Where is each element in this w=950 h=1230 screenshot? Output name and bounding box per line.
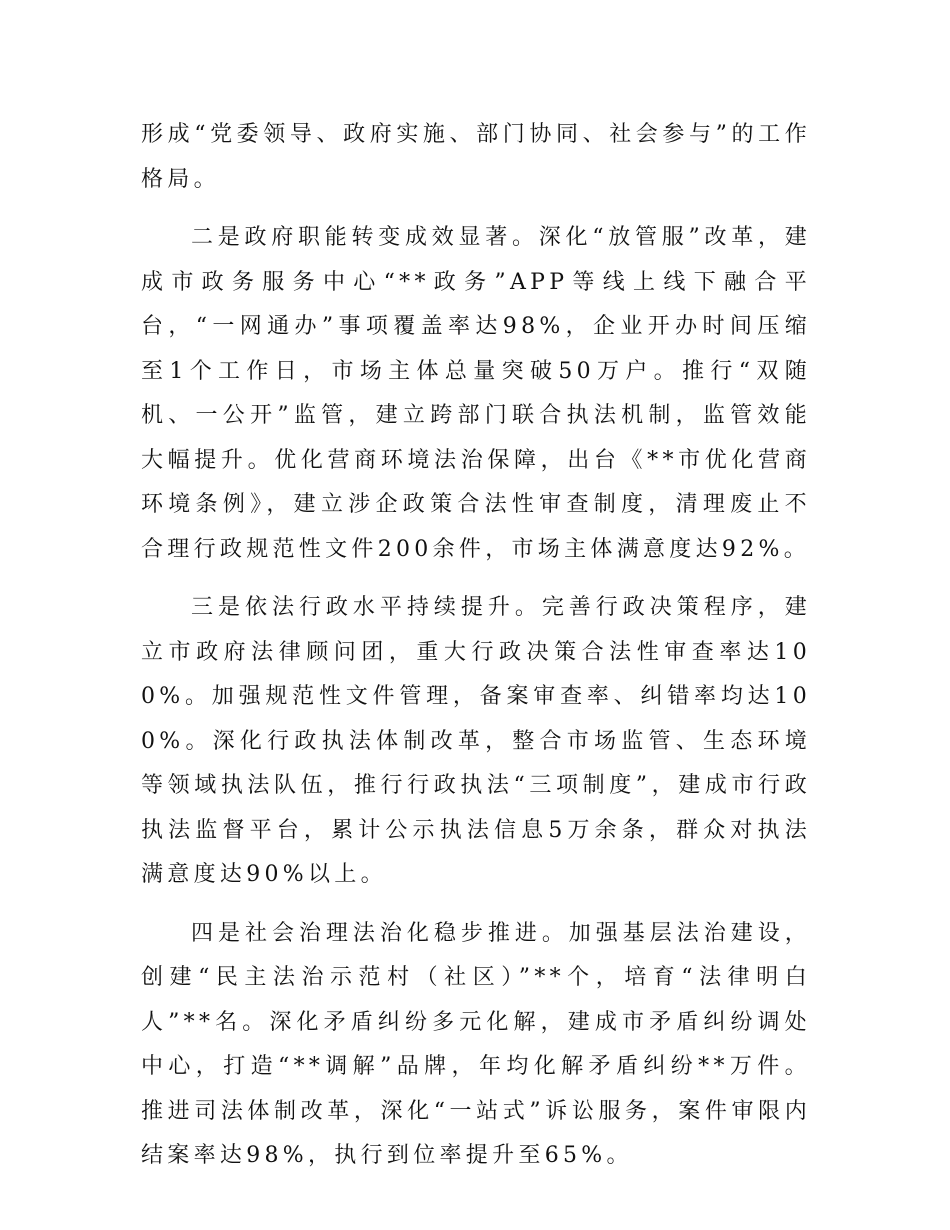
paragraph-government-functions: 二是政府职能转变成效显著。深化“放管服”改革，建成市政务服务中心“**政务”APP等线上线下融合平台，“一网通办”事项覆盖率达98%，企业开办时间压缩至1个工作日，市场主体总量突破50万户。推行“双随机、一公开”监管，建立跨部门联合执法机制，监管效能大幅提升。优化营商环境法治保障，出台《**市优化营商环境条例》，建立涉企政策合法性审查制度，清理废止不合理行政规范性文件200余件，市场主体满意度达92%。: [141, 225, 811, 562]
document-body: [141, 113, 811, 1193]
paragraph-administration-by-law: 三是依法行政水平持续提升。完善行政决策程序，建立市政府法律顾问团，重大行政决策合法性审查率达100%。加强规范性文件管理，备案审查率、纠错率均达100%。深化行政执法体制改革，整合市场监管、生态环境等领域执法队伍，推行行政执法“三项制度”，建成市行政执法监督平台，累计公示执法信息5万余条，群众对执法满意度达90%以上。: [141, 595, 811, 887]
paragraph-intro-continuation: 形成“党委领导、政府实施、部门协同、社会参与”的工作格局。: [141, 122, 811, 192]
paragraph-social-governance: 四是社会治理法治化稳步推进。加强基层法治建设，创建“民主法治示范村（社区）”**个，培育“法律明白人”**名。深化矛盾纠纷多元化解，建成市矛盾纠纷调处中心，打造“**调解”品牌，年均化解矛盾纠纷**万件。推进司法体制改革，深化“一站式”诉讼服务，案件审限内结案率达98%，执行到位率提升至65%。: [141, 920, 811, 1168]
